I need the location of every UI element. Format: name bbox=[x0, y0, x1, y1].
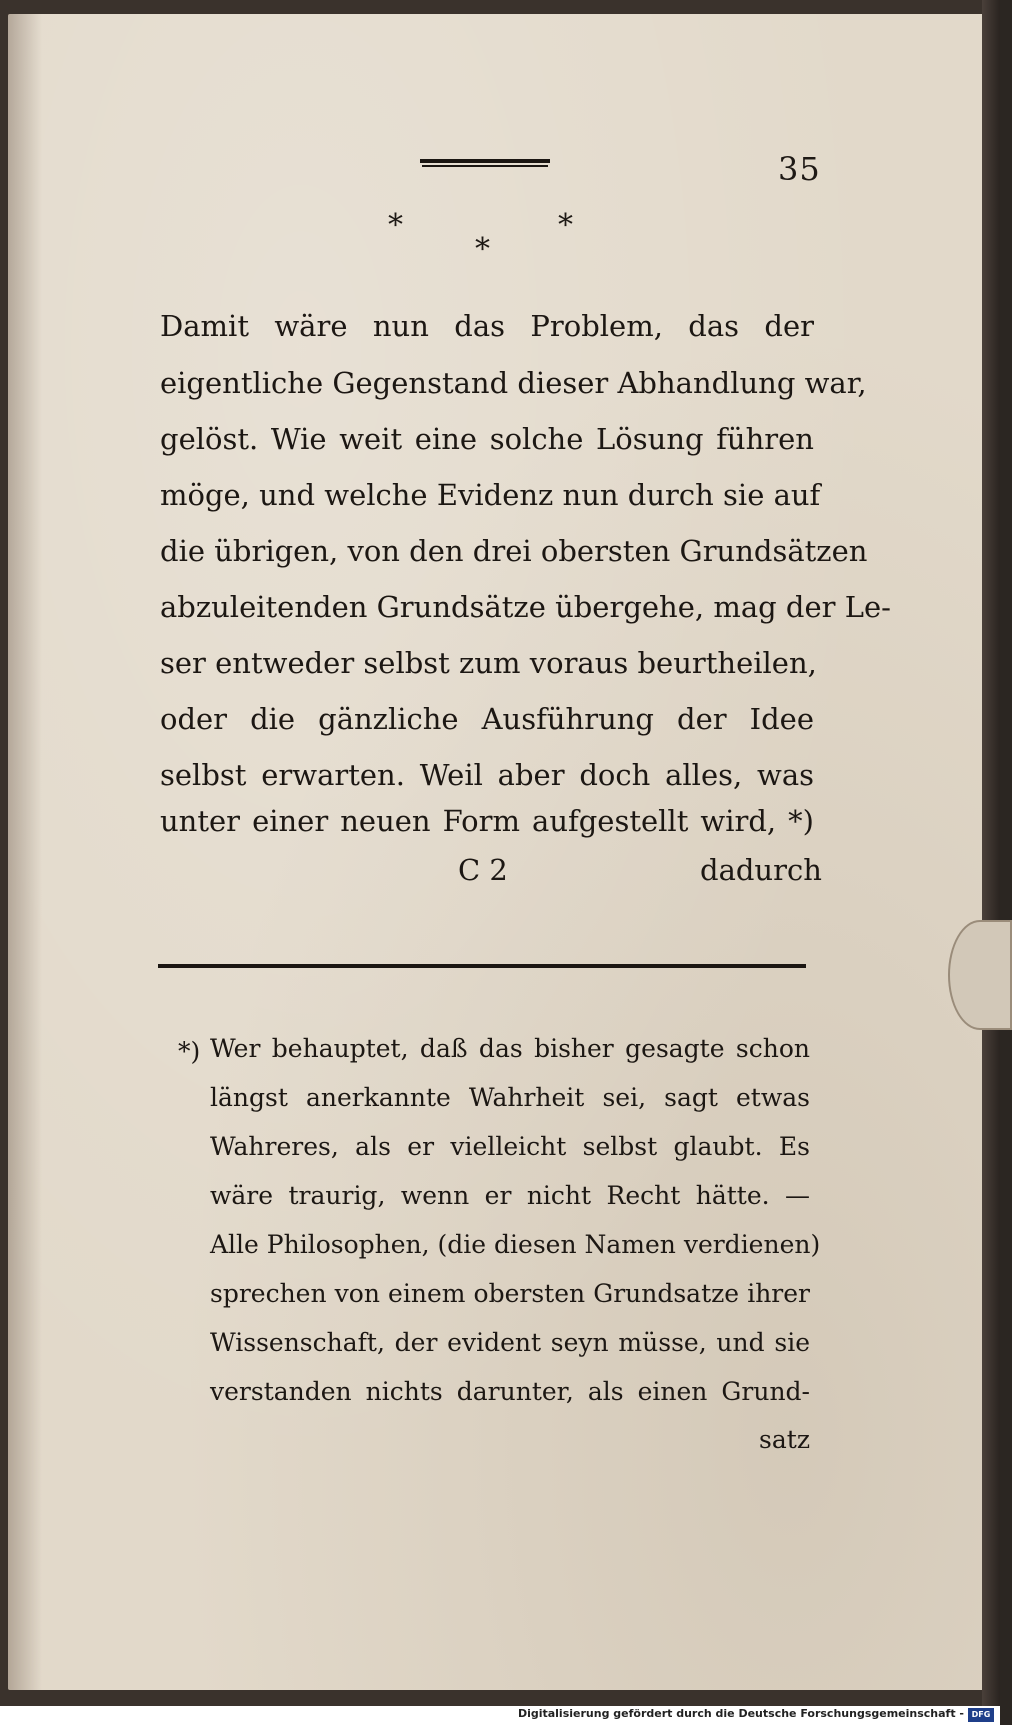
body-line-10: unter einer neuen Form aufgestellt wird, *) bbox=[160, 804, 814, 838]
footer-credit: Digitalisierung gefördert durch die Deutsche Forschungsgemeinschaft - bbox=[517, 1707, 964, 1720]
footnote-rule bbox=[158, 964, 806, 968]
catchword: dadurch bbox=[700, 853, 822, 887]
body-line-1: Damit wäre nun das Problem, das der bbox=[160, 309, 814, 343]
footnote-line-4: wäre traurig, wenn er nicht Recht hätte. — bbox=[210, 1181, 810, 1210]
book-page bbox=[8, 14, 986, 1690]
footnote-marker: *) bbox=[178, 1037, 201, 1066]
footnote-line-8: verstanden nichts darunter, als einen Grund- bbox=[210, 1377, 810, 1406]
body-line-7: ser entweder selbst zum voraus beurtheilen, bbox=[160, 646, 817, 680]
footnote-line-3: Wahreres, als er vielleicht selbst glaubt. Es bbox=[210, 1132, 810, 1161]
footnote-line-6: sprechen von einem obersten Grundsatze ihrer bbox=[210, 1279, 810, 1308]
footnote-line-5: Alle Philosophen, (die diesen Namen verdienen) bbox=[210, 1230, 821, 1259]
body-line-4: möge, und welche Evidenz nun durch sie auf bbox=[160, 478, 821, 512]
gutter-shadow bbox=[8, 14, 42, 1690]
dfg-logo: DFG bbox=[968, 1708, 994, 1722]
signature-mark: C 2 bbox=[458, 853, 508, 887]
page-clasp bbox=[948, 920, 1012, 1030]
header-rule bbox=[420, 159, 550, 169]
body-line-9: selbst erwarten. Weil aber doch alles, was bbox=[160, 758, 814, 792]
body-line-8: oder die gänzliche Ausführung der Idee bbox=[160, 702, 814, 736]
footnote-catchword: satz bbox=[759, 1425, 810, 1454]
body-line-3: gelöst. Wie weit eine solche Lösung führen bbox=[160, 422, 814, 456]
footnote-line-1: Wer behauptet, daß das bisher gesagte schon bbox=[210, 1034, 810, 1063]
body-line-5: die übrigen, von den drei obersten Grundsätzen bbox=[160, 534, 868, 568]
footnote-line-7: Wissenschaft, der evident seyn müsse, und sie bbox=[210, 1328, 810, 1357]
page-number: 35 bbox=[778, 150, 821, 188]
footnote-line-2: längst anerkannte Wahrheit sei, sagt etwas bbox=[210, 1083, 810, 1112]
book-edge bbox=[982, 0, 1000, 1725]
body-line-6: abzuleitenden Grundsätze übergehe, mag der Le- bbox=[160, 590, 891, 624]
asterism-star-left: * bbox=[388, 208, 403, 243]
asterism-star-right: * bbox=[558, 208, 573, 243]
asterism-star-middle: * bbox=[475, 232, 490, 267]
body-line-2: eigentliche Gegenstand dieser Abhandlung war, bbox=[160, 366, 867, 400]
